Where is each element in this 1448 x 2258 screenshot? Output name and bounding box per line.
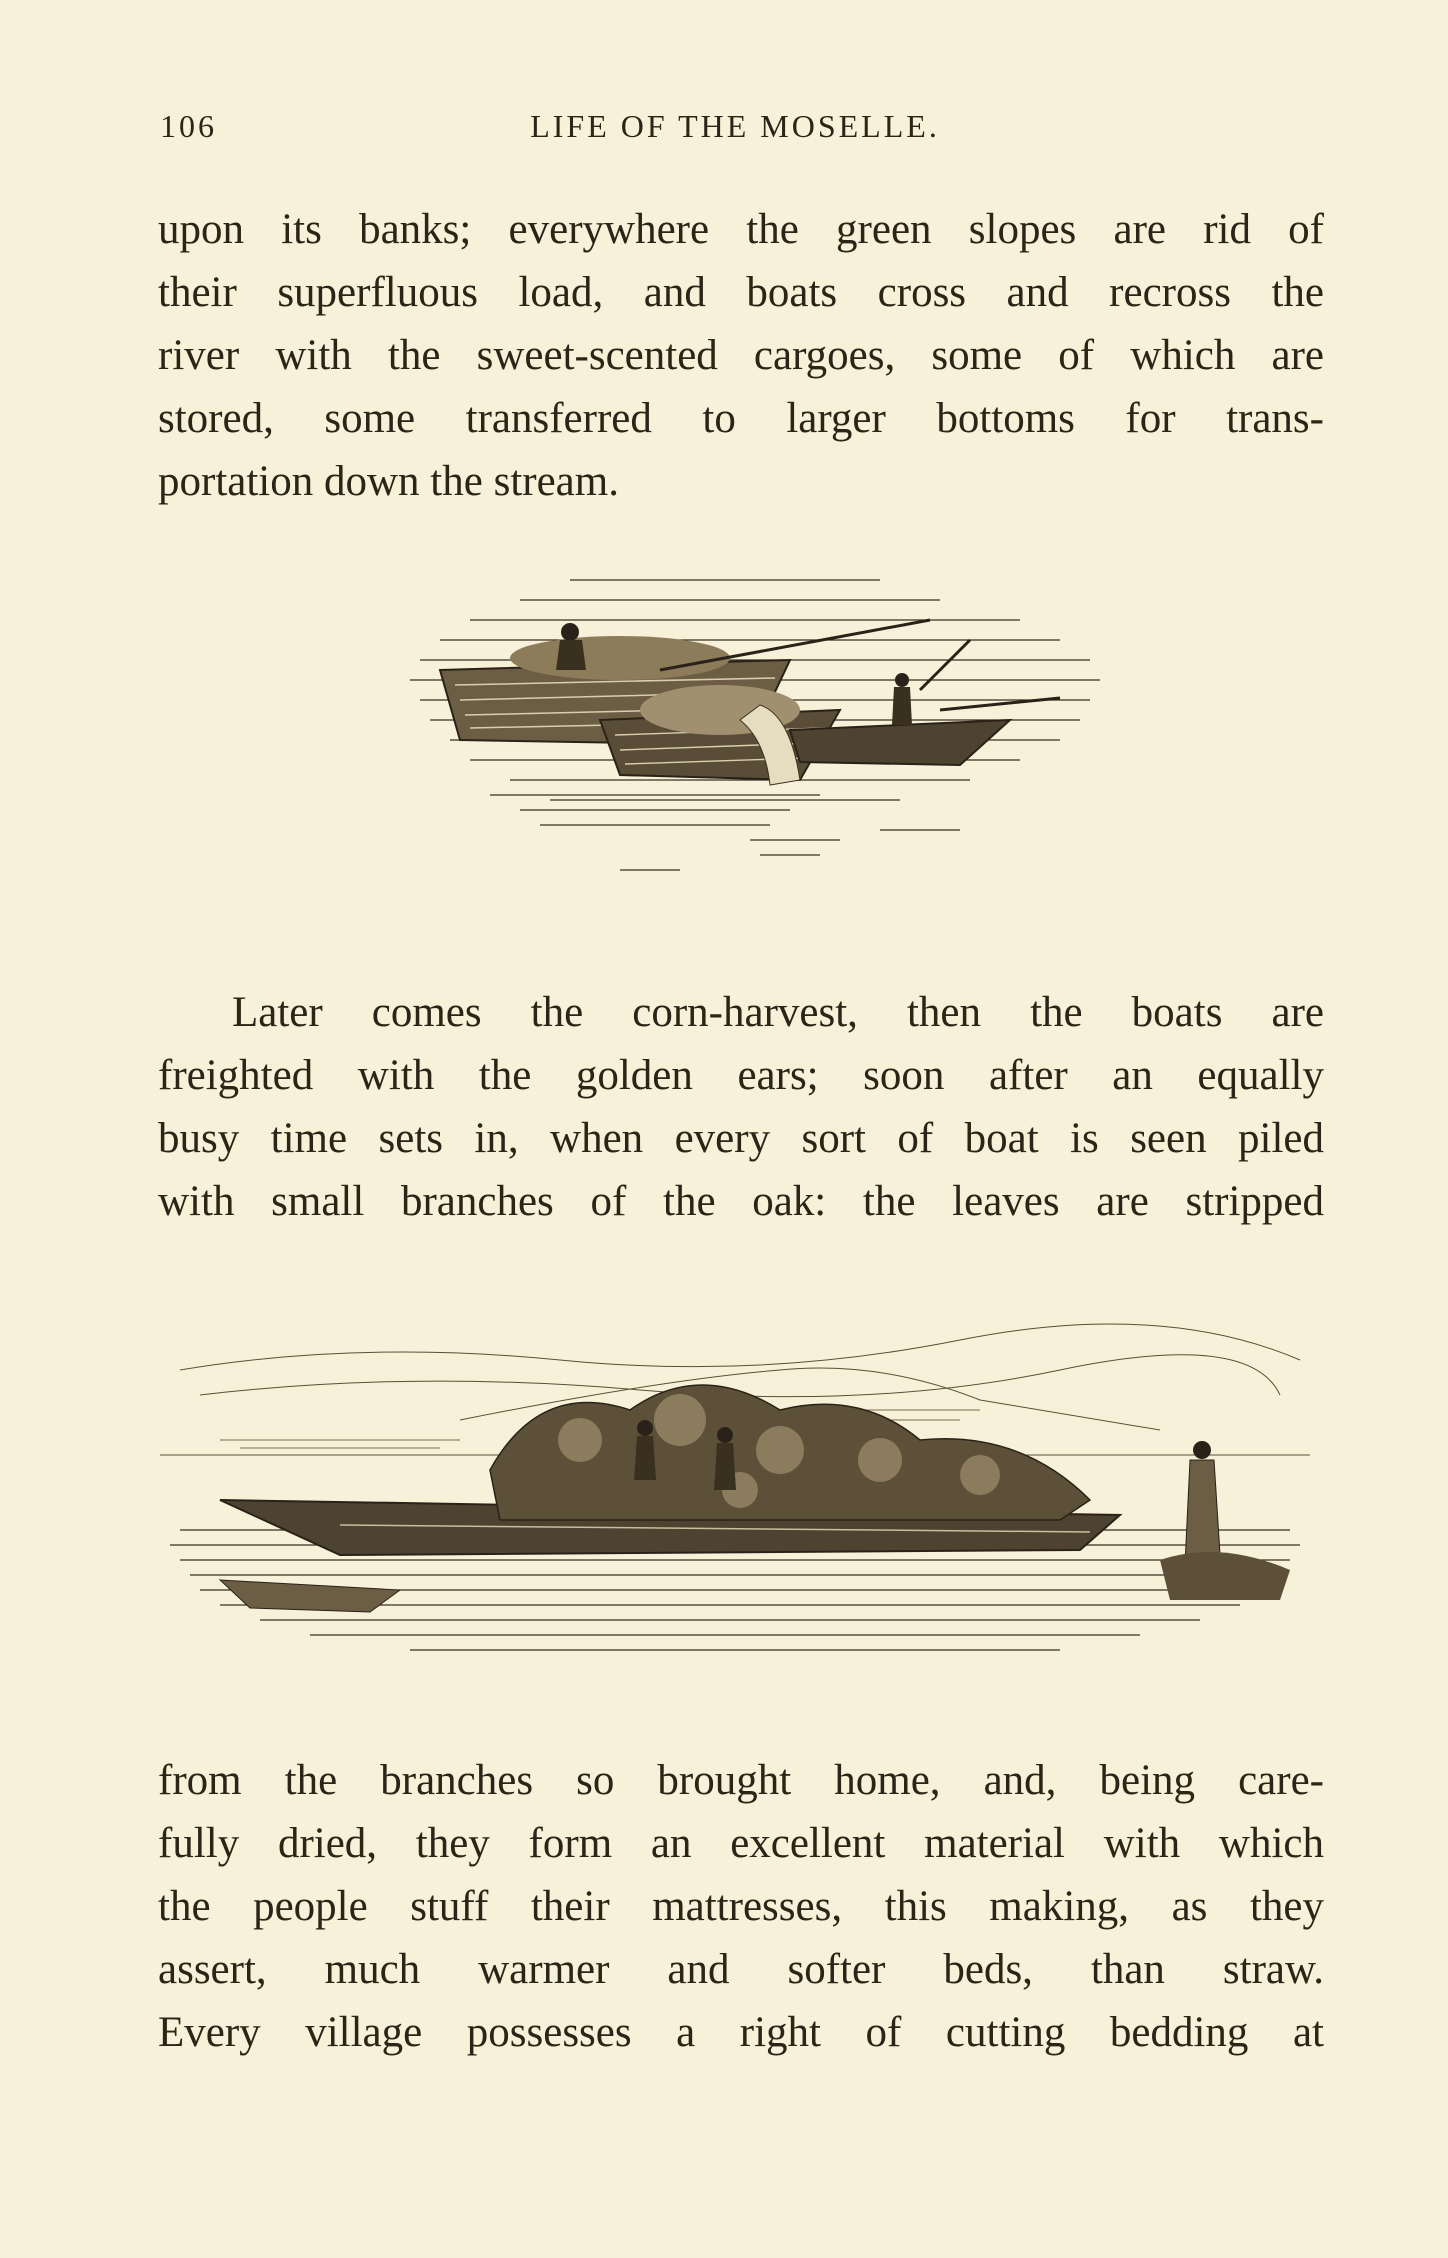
- page-number: 106: [160, 108, 217, 144]
- text-line: Later comes the corn-harvest, then the boats are: [232, 989, 1324, 1036]
- text-line: freighted with the golden ears; soon after an equally: [158, 1052, 1324, 1099]
- text-line: upon its banks; everywhere the green slopes are rid of: [158, 206, 1324, 253]
- running-header: [160, 108, 1310, 158]
- text-line: the people stuff their mattresses, this making, as they: [158, 1883, 1324, 1930]
- text-line: river with the sweet-scented cargoes, some of which are: [158, 332, 1324, 379]
- text-line: busy time sets in, when every sort of boat is seen piled: [158, 1115, 1324, 1162]
- text-line: portation down the stream.: [158, 458, 619, 505]
- paragraph-3: [158, 1749, 1324, 2064]
- text-line: assert, much warmer and softer beds, than straw.: [158, 1946, 1324, 1993]
- text-line: their superfluous load, and boats cross and recross the: [158, 269, 1324, 316]
- text-line: with small branches of the oak: the leaves are stripped: [158, 1178, 1324, 1225]
- paragraph-2: [158, 981, 1324, 1233]
- running-title: LIFE OF THE MOSELLE.: [530, 108, 940, 144]
- text-line: stored, some transferred to larger bottoms for trans-: [158, 395, 1324, 442]
- boats-with-cargo-engraving: [320, 540, 1140, 900]
- text-line: from the branches so brought home, and, being care-: [158, 1757, 1324, 1804]
- paragraph-1: [158, 198, 1324, 513]
- text-line: Every village possesses a right of cutting bedding at: [158, 2009, 1324, 2056]
- oak-branch-boat-engraving: [160, 1300, 1310, 1680]
- text-line: fully dried, they form an excellent material with which: [158, 1820, 1324, 1867]
